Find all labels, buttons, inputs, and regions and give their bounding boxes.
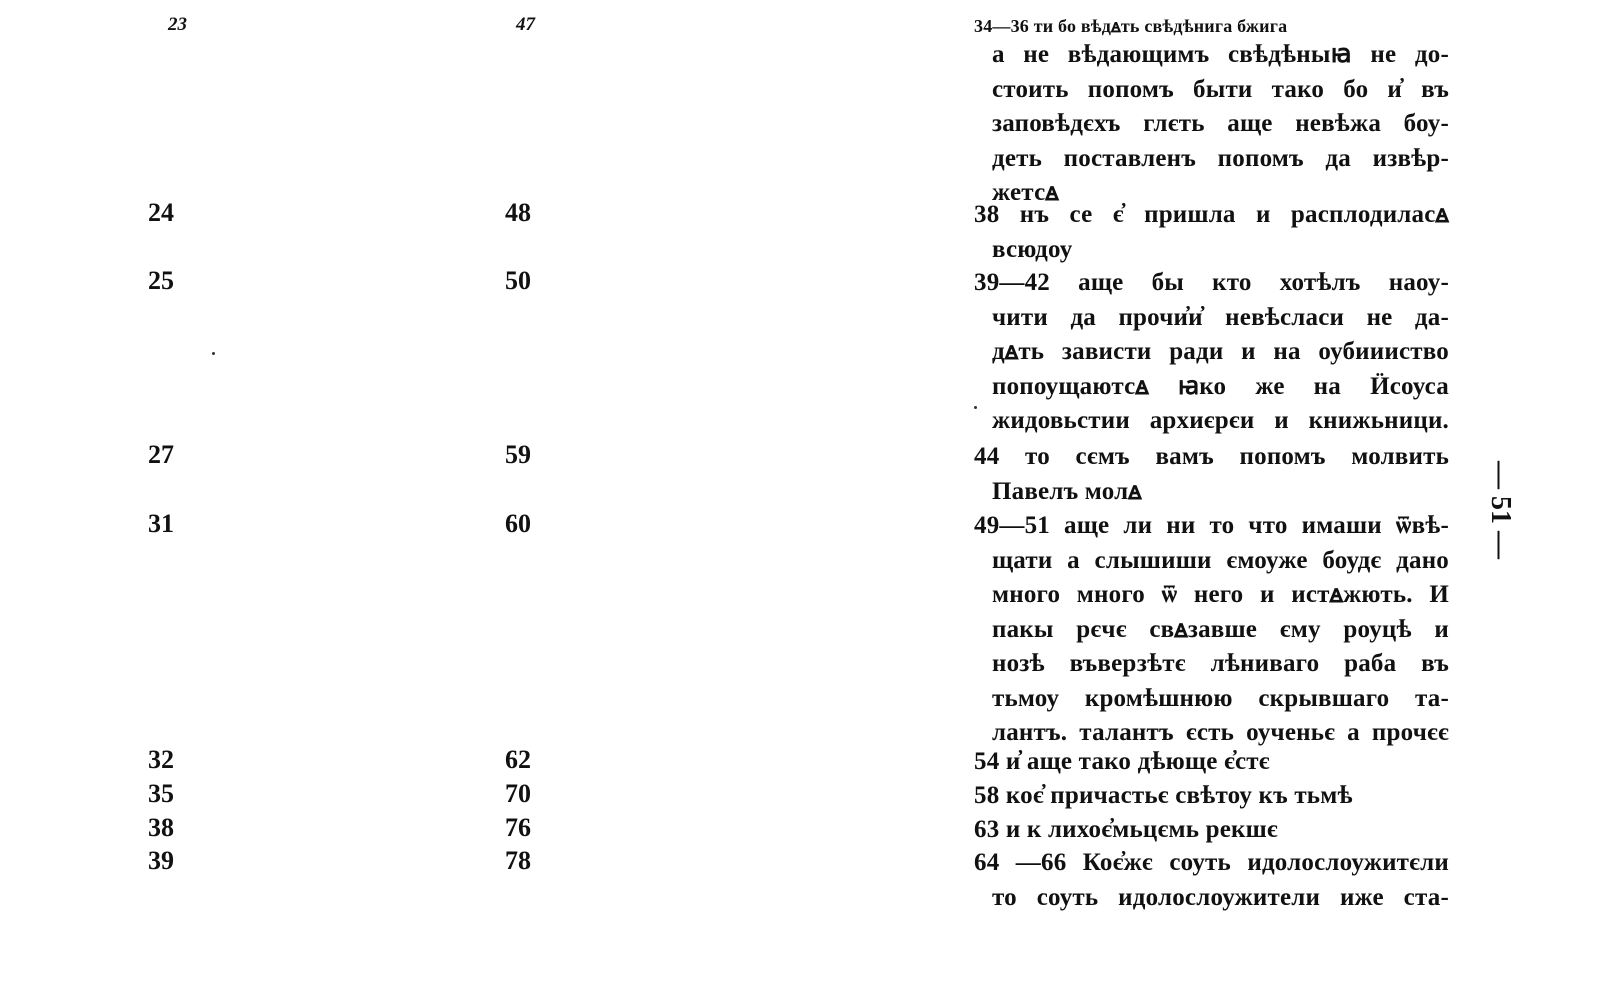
text-line: лантъ. талантъ єсть оученьє а прочєє (992, 719, 1449, 746)
row-text (974, 266, 1449, 439)
column-1-number: 38 (148, 813, 174, 842)
column-2-number: 76 (505, 813, 531, 842)
column-1-number: 39 (148, 846, 174, 875)
text-line: жидовьстии архиєрєи и книжьници. (992, 407, 1449, 434)
text-line: пакы рєчє свꙙзавше єму роуцѣ и (992, 615, 1449, 643)
text-line: 44 то сємъ вамъ попомъ молвить (974, 443, 1449, 470)
text-line: то соуть идолослоужители иже ста- (992, 883, 1449, 911)
page-number-label: — 51 — (1485, 461, 1516, 559)
print-speck (974, 406, 977, 409)
text-line: чити да прочи҆и҆ невѣсласи не да- (992, 303, 1449, 331)
text-line: 34—36 ти бо вѣдꙙть свѣдѣнига бжига (974, 16, 1288, 36)
text-line: тьмоу кромѣшнюю скрывшаго та- (992, 684, 1449, 712)
text-line: много много ѿ него и истꙙжють. И (992, 581, 1449, 608)
column-1-number: 27 (148, 440, 174, 469)
text-line: 54 и҆ аще тако дѣюще є҆стє (974, 748, 1270, 775)
row-text (974, 198, 1449, 267)
column-2-number: 48 (505, 198, 531, 227)
text-line: 64 —66 Коє҆жє соуть идолослоужитєли (974, 849, 1449, 876)
text-line: стоить попомъ быти тако бо и҆ въ (992, 75, 1449, 103)
row-text (974, 14, 1449, 211)
text-line: деть поставленъ попомъ да извѣр- (992, 144, 1449, 172)
column-1-number: 25 (148, 266, 174, 295)
text-line: 39—42 аще бы кто хотѣлъ наоу- (974, 269, 1449, 296)
text-line: 38 нъ се є҆ пришла и расплодиласꙙ (974, 201, 1449, 228)
row-text (974, 509, 1449, 751)
row-text (974, 745, 1449, 780)
row-text (974, 813, 1449, 848)
row-text (974, 440, 1449, 509)
text-line: 63 и к лихоє҆мьцємь рекшє (974, 816, 1278, 843)
column-1-number: 23 (168, 14, 187, 35)
column-2-number: 59 (505, 440, 531, 469)
text-line: всюдоу (992, 235, 1073, 263)
text-line: щати а слышиши ємоуже боудє дано (992, 546, 1449, 574)
row-text (974, 779, 1449, 814)
column-2-number: 47 (516, 14, 535, 35)
column-1-number: 35 (148, 779, 174, 808)
column-2-number: 62 (505, 745, 531, 774)
text-line: 58 коє҆ причастьє свѣтоу къ тьмѣ (974, 782, 1353, 809)
column-2-number: 50 (505, 266, 531, 295)
text-line: попоущаютсꙙ ꙗко же на Ӥсоуса (992, 372, 1449, 400)
column-1-number: 24 (148, 198, 174, 227)
column-2-number: 60 (505, 509, 531, 538)
column-2-number: 78 (505, 846, 531, 875)
text-line: заповѣдєхъ глєть аще невѣжа боу- (992, 110, 1449, 137)
text-line: а не вѣдающимъ свѣдѣныꙗ не до- (992, 41, 1449, 68)
column-1-number: 31 (148, 509, 174, 538)
page-number (1470, 440, 1530, 580)
text-line: 49—51 аще ли ни то что имаши ѿвѣ- (974, 512, 1449, 539)
column-2-number: 70 (505, 779, 531, 808)
text-line: жетсꙙ (992, 179, 1059, 206)
text-line: нозѣ въверзѣтє лѣниваго раба въ (992, 650, 1449, 677)
row-text (974, 846, 1449, 915)
text-line: дꙙть зависти ради и на оубиииство (992, 338, 1449, 365)
print-speck (212, 352, 215, 355)
column-1-number: 32 (148, 745, 174, 774)
text-line: Павелъ молꙙ (992, 477, 1142, 505)
